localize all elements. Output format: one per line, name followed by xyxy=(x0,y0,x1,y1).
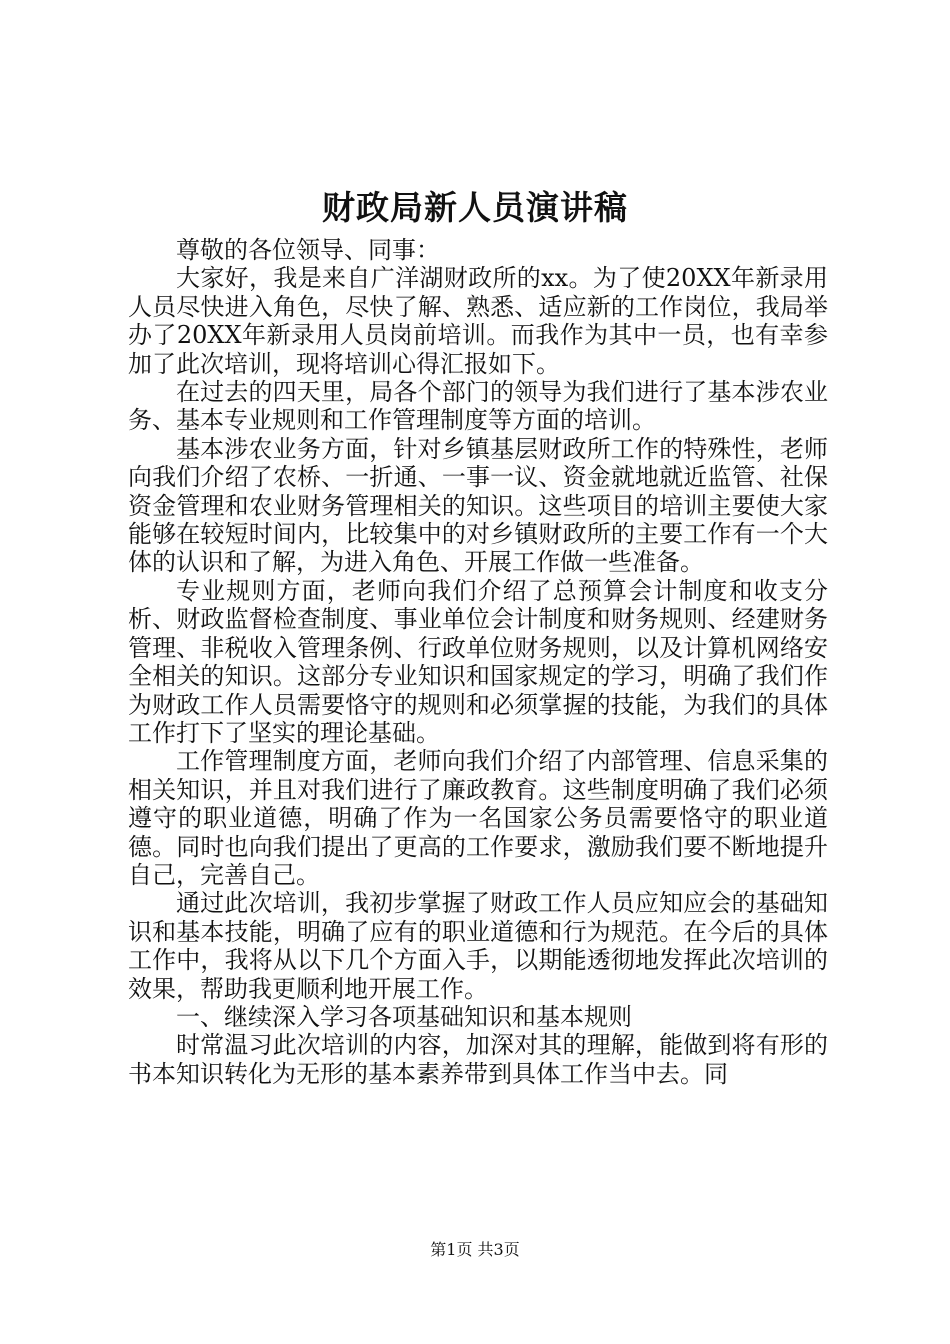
paragraph-training-overview: 在过去的四天里，局各个部门的领导为我们进行了基本涉农业务、基本专业规则和工作管理制度等方面的培训。 xyxy=(128,378,828,435)
paragraph-agriculture-business: 基本涉农业务方面，针对乡镇基层财政所工作的特殊性，老师向我们介绍了农桥、一折通、一事一议、资金就地就近监管、社保资金管理和农业财务管理相关的知识。这些项目的培训主要使大家能够在较短时间内，比较集中的对乡镇财政所的主要工作有一个大体的认识和了解，为进入角色、开展工作做一些准备。 xyxy=(128,434,828,577)
paragraph-greeting: 大家好，我是来自广洋湖财政所的xx。为了使20XX年新录用人员尽快进入角色，尽快了解、熟悉、适应新的工作岗位，我局举办了20XX年新录用人员岗前培训。而我作为其中一员，也有幸参加了此次培训，现将培训心得汇报如下。 xyxy=(128,264,828,378)
document-body xyxy=(128,236,828,1088)
document-title: 财政局新人员演讲稿 xyxy=(322,188,628,227)
paragraph-conclusion: 通过此次培训，我初步掌握了财政工作人员应知应会的基础知识和基本技能，明确了应有的职业道德和行为规范。在今后的具体工作中，我将从以下几个方面入手，以期能透彻地发挥此次培训的效果，帮助我更顺利地开展工作。 xyxy=(128,889,828,1003)
paragraph-professional-rules: 专业规则方面，老师向我们介绍了总预算会计制度和收支分析、财政监督检查制度、事业单位会计制度和财务规则、经建财务管理、非税收入管理条例、行政单位财务规则，以及计算机网络安全相关的知识。这部分专业知识和国家规定的学习，明确了我们作为财政工作人员需要恪守的规则和必须掌握的技能，为我们的具体工作打下了坚实的理论基础。 xyxy=(128,576,828,747)
page-number-footer: 第1页 共3页 xyxy=(430,1240,520,1259)
paragraph-salutation: 尊敬的各位领导、同事： xyxy=(176,236,440,264)
paragraph-section-1: 时常温习此次培训的内容，加深对其的理解，能做到将有形的书本知识转化为无形的基本素养带到具体工作当中去。同 xyxy=(128,1031,828,1088)
section-heading-1: 一、继续深入学习各项基础知识和基本规则 xyxy=(176,1002,632,1031)
paragraph-management-system: 工作管理制度方面，老师向我们介绍了内部管理、信息采集的相关知识，并且对我们进行了廉政教育。这些制度明确了我们必须遵守的职业道德，明确了作为一名国家公务员需要恪守的职业道德。同时也向我们提出了更高的工作要求，激励我们要不断地提升自己，完善自己。 xyxy=(128,747,828,889)
